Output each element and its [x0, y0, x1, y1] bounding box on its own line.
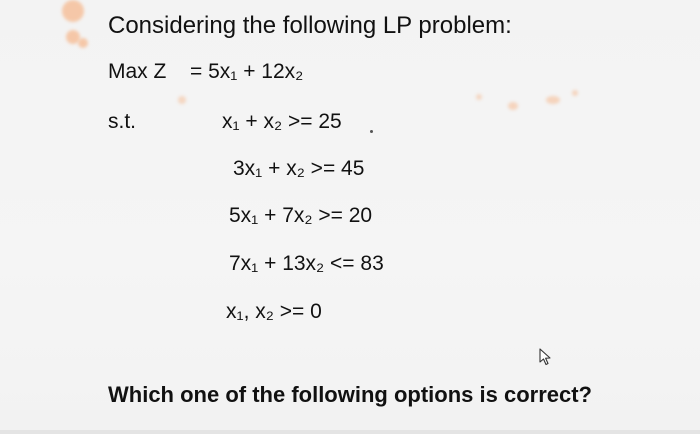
constraint-4: 7x₁ + 13x₂ <= 83: [229, 252, 384, 275]
glare-spot: [62, 0, 84, 22]
glare-spot: [546, 96, 560, 104]
constraint-3: 5x₁ + 7x₂ >= 20: [229, 204, 373, 227]
stray-dot: [370, 130, 373, 133]
glare-spot: [572, 90, 578, 96]
objective-label: Max Z: [108, 60, 167, 83]
problem-heading: Considering the following LP problem:: [108, 12, 512, 39]
constraints-label: s.t.: [108, 110, 137, 133]
constraint-1: x₁ + x₂ >= 25: [222, 110, 342, 133]
glare-spot: [476, 94, 482, 100]
mouse-pointer-icon: [538, 348, 554, 366]
bottom-border: [0, 430, 700, 434]
objective-equation: = 5x₁ + 12x₂: [190, 60, 304, 83]
constraint-2: 3x₁ + x₂ >= 45: [233, 157, 365, 180]
glare-spot: [508, 102, 518, 110]
glare-spot: [78, 38, 88, 48]
glare-spot: [178, 96, 186, 104]
question-text: Which one of the following options is correct?: [108, 382, 592, 407]
non-negativity-constraint: x₁, x₂ >= 0: [226, 300, 322, 323]
